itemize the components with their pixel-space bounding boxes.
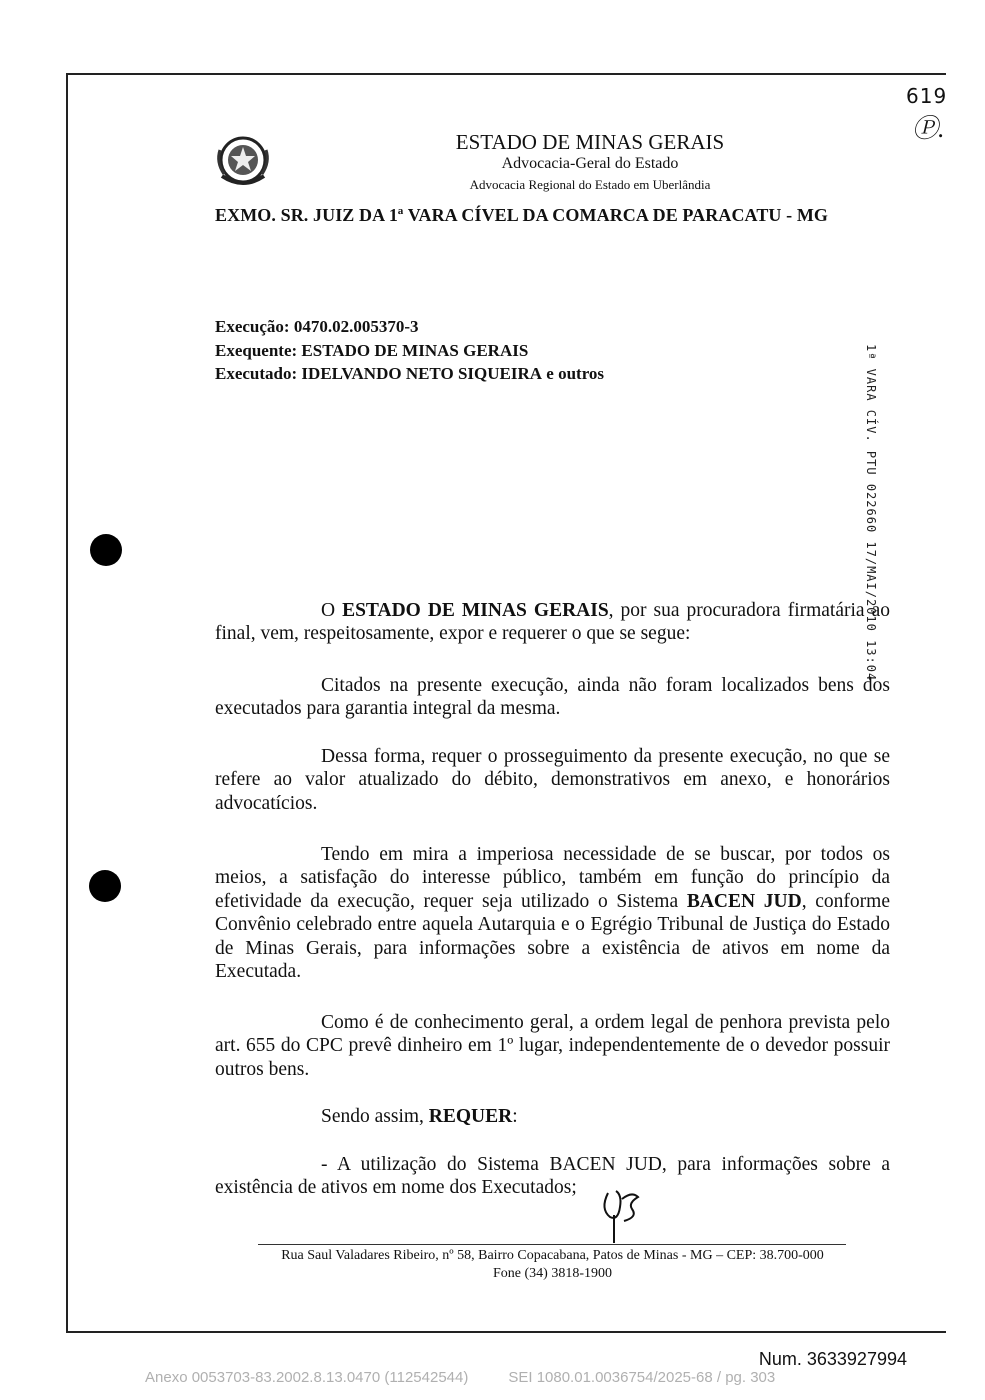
header-regional: Advocacia Regional do Estado em Uberlândia (469, 177, 711, 192)
case-exequente-label: Exequente: (215, 341, 298, 360)
case-execucao (215, 317, 419, 337)
paragraph-penhora-text: Como é de conhecimento geral, a ordem legal de penhora prevista pelo art. 655 do CPC prevê dinheiro em 1º lugar, independentemente de o devedor possuir outros bens. (215, 1012, 890, 1080)
case-executado-label: Executado: (215, 364, 298, 383)
footer-rule (258, 1244, 846, 1245)
bacen-part-a: Tendo em mira a imperiosa necessidade de se buscar, por todos os meios, a satisfação do interesse público, também em função do princípio da efetividade da execução, requer seja utilizado o Sistema (215, 844, 890, 912)
header-agency: Advocacia-Geral do Estado (501, 155, 679, 172)
sei-reference: SEI 1080.01.0036754/2025-68 / pg. 303 (508, 1369, 776, 1386)
case-exequente-value: ESTADO DE MINAS GERAIS (301, 341, 529, 360)
paragraph-intro (215, 599, 890, 646)
page-border-left (66, 73, 68, 1333)
document-number: Num. 3633927994 (758, 1349, 907, 1369)
handwritten-page-number: 619 (906, 84, 948, 108)
paragraph-dessa-forma-text: Dessa forma, requer o prosseguimento da presente execução, no que se refere ao valor atualizado do débito, demonstrativos em anexo, e honorários advocatícios. (215, 746, 890, 814)
case-execucao-value: 0470.02.005370-3 (293, 317, 419, 336)
page-border-top (66, 73, 946, 75)
paragraph-citados (215, 674, 890, 721)
system-footer (145, 1369, 775, 1386)
paragraph-request-item-text: - A utilização do Sistema BACEN JUD, para informações sobre a existência de ativos em nome dos Executados; (215, 1154, 890, 1199)
case-executado (215, 364, 604, 384)
case-executado-suffix: e outros (546, 364, 605, 383)
addressee: EXMO. SR. JUIZ DA 1ª VARA CÍVEL DA COMARCA DE PARACATU - MG (215, 205, 829, 225)
paragraph-requer (215, 1105, 890, 1128)
requer-bold: REQUER (428, 1106, 513, 1127)
intro-lead: O (321, 600, 343, 621)
paragraph-bacen (215, 843, 890, 983)
intro-rest: , por sua procuradora firmatária ao final, vem, respeitosamente, expor e requerer o que se segue: (215, 600, 890, 645)
case-executado-value: IDELVANDO NETO SIQUEIRA (301, 364, 543, 383)
footer-phone: Fone (34) 3818-1900 (493, 1266, 612, 1281)
case-execucao-label: Execução: (215, 317, 290, 336)
case-exequente (215, 341, 528, 361)
protocol-stamp: 1ª VARA CÍV. PTU 022660 17/MAI/2010 13:04 (864, 344, 878, 682)
bacen-bold: BACEN JUD (686, 890, 802, 912)
annex-reference: Anexo 0053703-83.2002.8.13.0470 (112542544) (145, 1369, 469, 1386)
intro-bold: ESTADO DE MINAS GERAIS (342, 600, 609, 621)
paragraph-citados-text: Citados na presente execução, ainda não foram localizados bens dos executados para garantia integral da mesma. (215, 675, 890, 720)
paragraph-penhora (215, 1011, 890, 1081)
header-state: ESTADO DE MINAS GERAIS (455, 130, 725, 154)
requer-end: : (512, 1106, 518, 1127)
paragraph-request-item (215, 1153, 890, 1200)
footer-address: Rua Saul Valadares Ribeiro, nº 58, Bairro Copacabana, Patos de Minas - MG – CEP: 38.700-000 (281, 1248, 824, 1263)
handwritten-initial: Ⓟ. (912, 114, 945, 143)
bacen-part-b: , conforme Convênio celebrado entre aquela Autarquia e o Egrégio Tribunal de Justiça do Estado de Minas Gerais, para informações sobre a existência de ativos em nome da Executada. (215, 890, 890, 983)
paragraph-dessa-forma (215, 745, 890, 815)
handwritten-rubric (598, 1187, 644, 1245)
requer-lead: Sendo assim, (321, 1106, 429, 1127)
page-border-bottom (66, 1331, 946, 1333)
punch-hole (89, 870, 121, 902)
punch-hole (90, 534, 122, 566)
coat-of-arms-icon (214, 132, 272, 190)
